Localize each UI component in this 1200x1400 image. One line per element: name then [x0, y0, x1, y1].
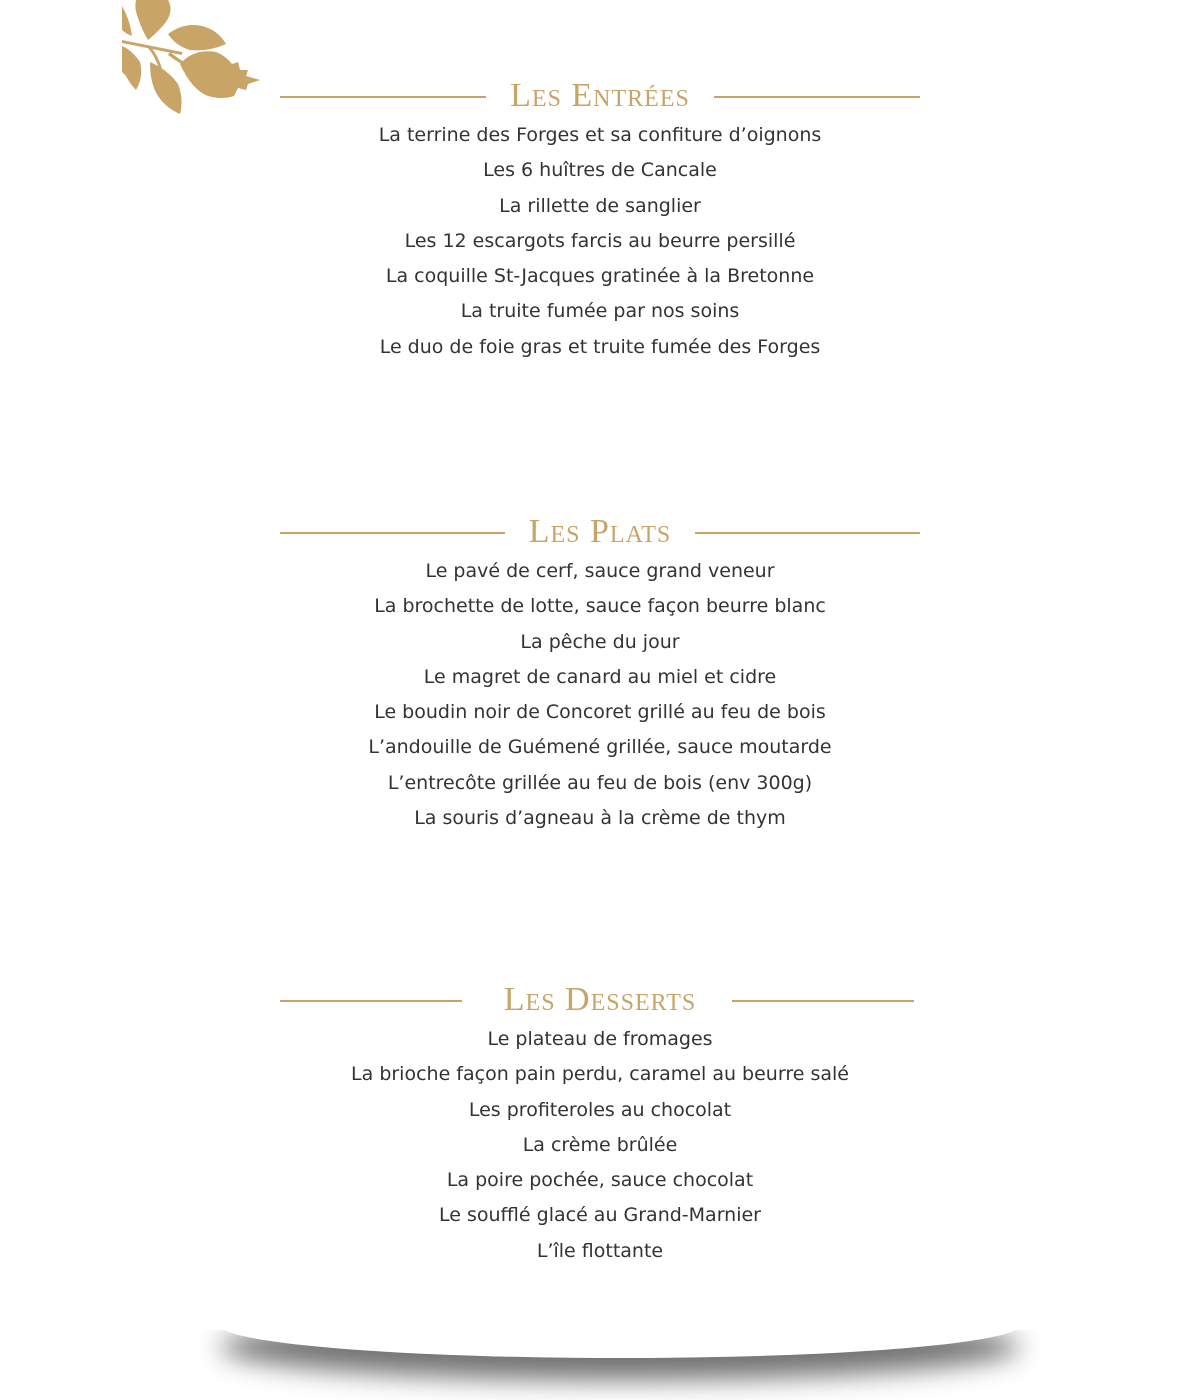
section-desserts — [280, 978, 920, 1269]
menu-item: L’andouille de Guémené grillée, sauce moutarde — [368, 736, 832, 759]
menu-item: La rillette de sanglier — [499, 194, 701, 217]
section-title: Les Entrées — [510, 77, 690, 114]
menu-item: L’île flottante — [536, 1239, 664, 1262]
section-heading-row — [280, 510, 920, 554]
menu-item: La coquille St-Jacques gratinée à la Bretonne — [385, 265, 815, 288]
menu-item: La brioche façon pain perdu, caramel au beurre salé — [351, 1063, 849, 1086]
menu-item: Le magret de canard au miel et cidre — [423, 665, 777, 688]
menu-item: Le duo de foie gras et truite fumée des Forges — [379, 335, 821, 358]
menu-item: Le boudin noir de Concoret grillé au feu de bois — [374, 701, 826, 724]
menu-item: Le pavé de cerf, sauce grand veneur — [425, 560, 775, 582]
gold-leaf-icon — [122, 0, 262, 118]
menu-list — [280, 118, 920, 365]
menu-item: Les profiteroles au chocolat — [468, 1098, 732, 1121]
menu-item: Le plateau de fromages — [487, 1028, 713, 1050]
menu-item: Les 6 huîtres de Cancale — [483, 159, 717, 182]
section-plats — [280, 510, 920, 836]
section-title: Les Desserts — [503, 981, 697, 1018]
menu-item: La souris d’agneau à la crème de thym — [414, 807, 786, 830]
menu-item: La crème brûlée — [522, 1133, 678, 1156]
menu-item: Le soufflé glacé au Grand-Marnier — [439, 1204, 761, 1227]
section-heading-row — [280, 978, 920, 1022]
menu-item: Les 12 escargots farcis au beurre persillé — [404, 229, 796, 252]
menu-list — [280, 554, 920, 836]
page-shadow — [200, 1328, 1040, 1400]
menu-list — [280, 1022, 920, 1269]
section-entrees — [280, 74, 920, 365]
menu-item: La truite fumée par nos soins — [460, 300, 740, 323]
menu-item: La terrine des Forges et sa confiture d’oignons — [378, 124, 822, 146]
menu-item: La poire pochée, sauce chocolat — [446, 1169, 754, 1192]
menu-item: L’entrecôte grillée au feu de bois (env 300g) — [387, 771, 813, 794]
menu-item: La brochette de lotte, sauce façon beurre blanc — [374, 595, 826, 618]
section-title: Les Plats — [528, 513, 672, 550]
menu-item: La pêche du jour — [520, 630, 680, 653]
section-heading-row — [280, 74, 920, 118]
